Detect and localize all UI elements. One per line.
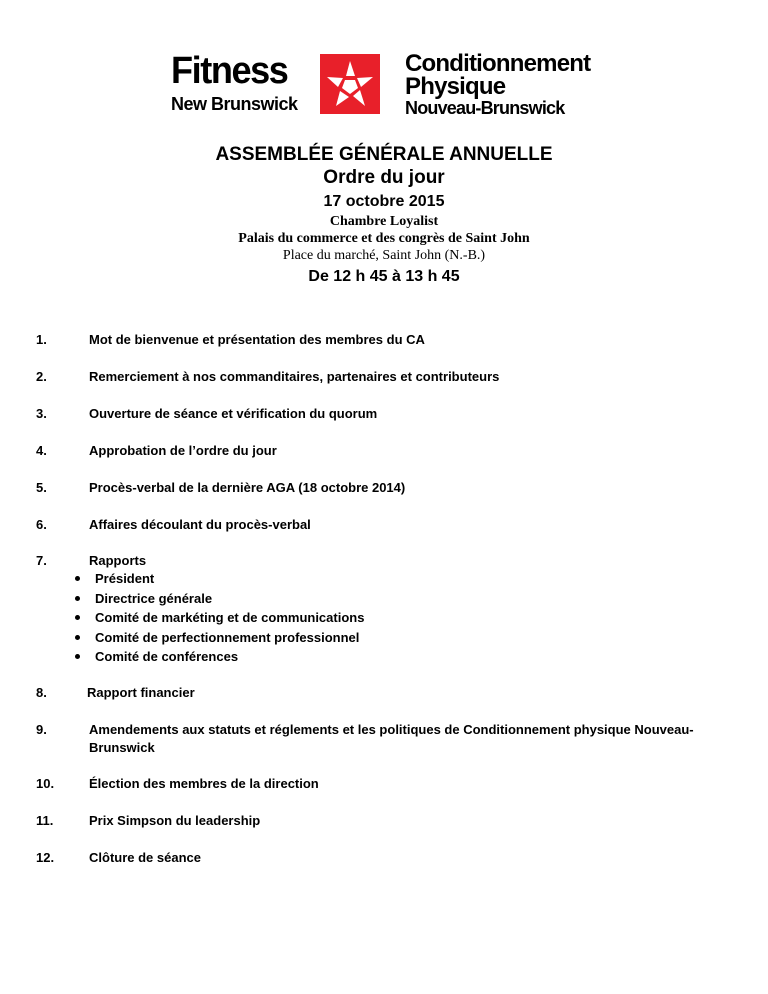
agenda-item-number: 2. bbox=[36, 369, 47, 384]
logo-conditionnement-text: Conditionnement bbox=[405, 50, 591, 77]
meeting-room: Chambre Loyalist bbox=[329, 214, 439, 229]
agenda-item-number: 11. bbox=[36, 813, 54, 828]
reports-sublist bbox=[72, 569, 364, 667]
logo-english bbox=[171, 52, 301, 114]
page-title: ASSEMBLÉE GÉNÉRALE ANNUELLE bbox=[215, 144, 553, 165]
agenda-item-number: 3. bbox=[36, 406, 47, 421]
meeting-time: De 12 h 45 à 13 h 45 bbox=[308, 268, 460, 285]
meeting-place: Place du marché, Saint John (N.-B.) bbox=[282, 248, 486, 263]
agenda-item-text: Élection des membres de la direction bbox=[89, 776, 319, 791]
agenda-item-text: Amendements aux statuts et réglements et les politiques de Conditionnement physique Nouveau-Brunswick bbox=[89, 722, 694, 755]
agenda-item-number: 10. bbox=[36, 776, 55, 791]
list-item: Directrice générale bbox=[72, 589, 364, 609]
list-item: Comité de perfectionnement professionnel bbox=[72, 628, 364, 648]
agenda-item-text: Clôture de séance bbox=[89, 850, 201, 865]
logo-fitness-text: Fitness bbox=[171, 50, 288, 92]
agenda-item-number: 5. bbox=[36, 480, 47, 495]
list-item: Comité de conférences bbox=[72, 647, 364, 667]
list-item: Comité de markéting et de communications bbox=[72, 608, 364, 628]
page-subtitle: Ordre du jour bbox=[323, 167, 445, 188]
agenda-item-text: Rapport financier bbox=[87, 685, 195, 700]
agenda-item-number: 4. bbox=[36, 443, 47, 458]
agenda-item-text: Procès-verbal de la dernière AGA (18 octobre 2014) bbox=[89, 480, 406, 495]
agenda-item-text: Remerciement à nos commanditaires, partenaires et contributeurs bbox=[89, 369, 500, 384]
logo-nouveau-brunswick-text: Nouveau-Brunswick bbox=[405, 98, 565, 118]
agenda-item-text: Approbation de l’ordre du jour bbox=[89, 443, 277, 458]
agenda-item-number: 6. bbox=[36, 517, 47, 532]
agenda-item-number: 8. bbox=[36, 685, 47, 700]
meeting-date: 17 octobre 2015 bbox=[323, 193, 445, 210]
list-item: Président bbox=[72, 569, 364, 589]
agenda-item-text: Mot de bienvenue et présentation des membres du CA bbox=[89, 332, 425, 347]
logo bbox=[171, 52, 601, 122]
agenda-item-number: 12. bbox=[36, 850, 55, 865]
agenda-item-text: Prix Simpson du leadership bbox=[89, 813, 261, 828]
agenda-item-number: 7. bbox=[36, 553, 47, 568]
star-logo-icon bbox=[320, 54, 380, 114]
logo-physique-text: Physique bbox=[405, 73, 506, 100]
agenda-item-number: 9. bbox=[36, 722, 47, 737]
meeting-venue: Palais du commerce et des congrès de Saint John bbox=[238, 231, 530, 246]
logo-french bbox=[405, 52, 590, 118]
agenda-item-number: 1. bbox=[36, 332, 47, 347]
agenda-item-text: Ouverture de séance et vérification du quorum bbox=[89, 406, 378, 421]
agenda-item-text: Affaires découlant du procès-verbal bbox=[89, 517, 311, 532]
logo-new-brunswick-text: New Brunswick bbox=[171, 94, 298, 114]
agenda-item-text: Rapports bbox=[89, 553, 147, 568]
